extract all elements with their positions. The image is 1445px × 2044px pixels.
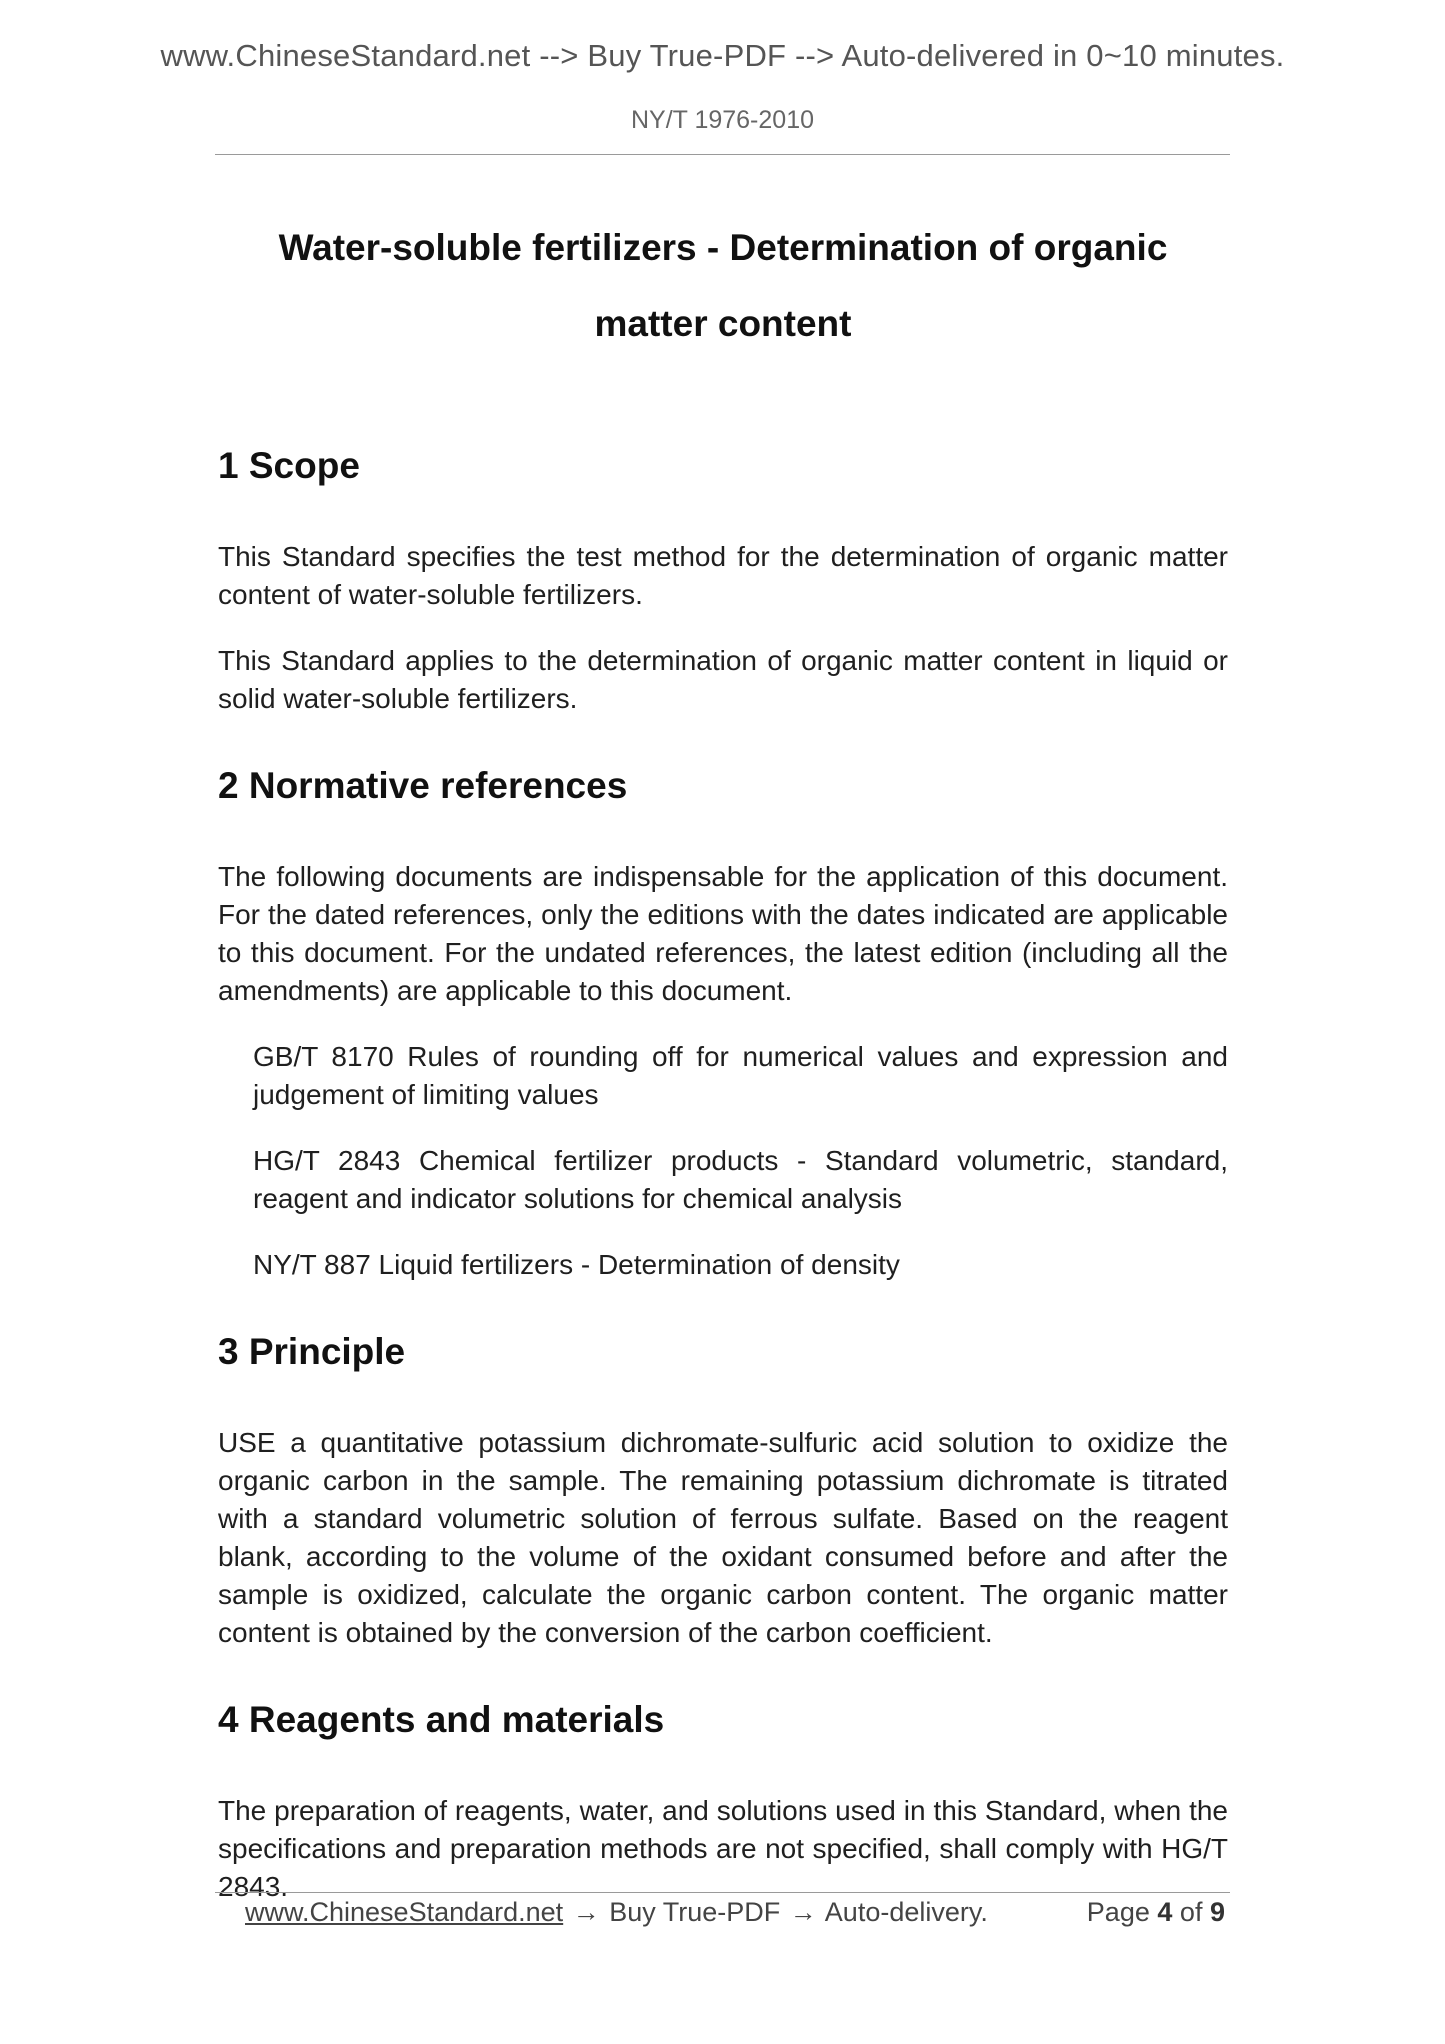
of-label: of — [1179, 1897, 1203, 1927]
reagents-paragraph: The preparation of reagents, water, and solutions used in this Standard, when the specifications and preparation methods are not specified, shall comply with HG/T 2843. — [218, 1795, 1228, 1902]
page-label: Page — [1086, 1897, 1150, 1927]
total-pages: 9 — [1209, 1897, 1225, 1927]
arrow-right-icon: → — [572, 1897, 600, 1927]
document-title — [218, 210, 1228, 362]
section-heading-principle: 3 Principle — [218, 1331, 406, 1372]
principle-paragraph: USE a quantitative potassium dichromate-sulfuric acid solution to oxidize the organic carbon in the sample. The remaining potassium dichromate is titrated with a standard volumetric solution of ferrous sulfate. Based on the reagent blank, according to the volume of the oxidant consumed before and after the sample is oxidized, calculate the organic carbon content. The organic matter content is obtained by the conversion of the carbon coefficient. — [218, 1427, 1228, 1648]
document-code: NY/T 1976-2010 — [631, 106, 814, 134]
scope-paragraph-1: This Standard specifies the test method for the determination of organic matter content of water-soluble fertilizers. — [218, 541, 1228, 610]
reference-item: HG/T 2843 Chemical fertilizer products - Standard volumetric, standard, reagent and indicator solutions for chemical analysis — [253, 1145, 1228, 1214]
reference-item: GB/T 8170 Rules of rounding off for numerical values and expression and judgement of limiting values — [253, 1041, 1228, 1110]
page-content — [218, 210, 1228, 1906]
normative-intro-paragraph: The following documents are indispensable for the application of this document. For the dated references, only the editions with the dates indicated are applicable to this document. For the undated references, the latest edition (including all the amendments) are applicable to this document. — [218, 861, 1228, 1006]
current-page-number: 4 — [1157, 1897, 1173, 1927]
page-footer — [245, 1897, 1225, 1937]
title-line-2: matter content — [594, 303, 852, 344]
reference-item: NY/T 887 Liquid fertilizers - Determination of density — [253, 1249, 900, 1280]
page-indicator — [1087, 1897, 1225, 1928]
top-banner: www.ChineseStandard.net --> Buy True-PDF --> Auto-delivered in 0~10 minutes. — [160, 38, 1285, 73]
header-divider — [215, 154, 1230, 155]
footer-links — [245, 1897, 988, 1928]
section-heading-reagents: 4 Reagents and materials — [218, 1699, 665, 1740]
section-heading-scope: 1 Scope — [218, 445, 360, 486]
footer-buy-text: Buy True-PDF — [609, 1897, 781, 1927]
scope-paragraph-2: This Standard applies to the determination of organic matter content in liquid or solid water-soluble fertilizers. — [218, 645, 1228, 714]
section-heading-normative-references: 2 Normative references — [218, 765, 628, 806]
arrow-right-icon: → — [789, 1897, 817, 1927]
footer-site-link[interactable]: www.ChineseStandard.net — [245, 1897, 564, 1927]
footer-auto-text: Auto-delivery. — [824, 1897, 988, 1927]
footer-divider — [215, 1892, 1230, 1893]
title-line-1: Water-soluble fertilizers - Determination of organic — [278, 227, 1168, 268]
